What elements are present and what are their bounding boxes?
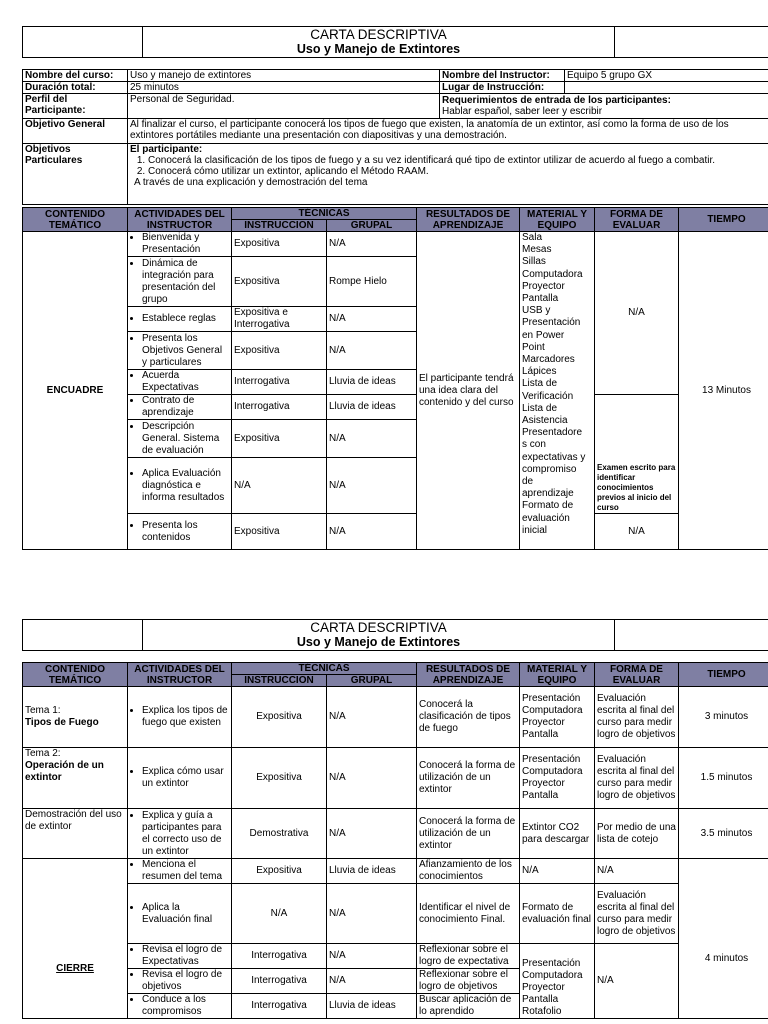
activity-item: • Explica cómo usar un extintor: [142, 766, 229, 790]
activity-item: • Presenta los Objetivos General y particulares: [142, 333, 229, 369]
page2-header: [22, 619, 768, 651]
material-line: Computadora: [522, 268, 583, 280]
instruction-cell: Interrogativa: [232, 944, 327, 969]
material-line: Lápices: [522, 366, 557, 378]
col-instruccion: INSTRUCCION: [232, 220, 327, 232]
encuadre-topic: ENCUADRE: [23, 232, 128, 550]
col-contenido: CONTENIDO TEMÁTICO: [23, 663, 128, 687]
instruction-cell: Expositiva: [232, 257, 327, 307]
activity-item: • Aplica Evaluación diagnóstica e informa resultados: [142, 468, 229, 504]
doc-title: CARTA DESCRIPTIVA: [310, 27, 447, 42]
material-line: Lista de: [522, 378, 558, 390]
result-cell: Reflexionar sobre el logro de expectativa: [417, 944, 520, 969]
activity-cell: [128, 395, 232, 420]
header-right-cell: [615, 27, 768, 58]
col-tecnicas: TÉCNICAS: [232, 663, 417, 675]
table-row: [23, 884, 768, 944]
material-line: Proyector: [522, 280, 565, 292]
cierre-time: 4 minutos: [679, 859, 768, 1019]
col-grupal: GRUPAL: [327, 220, 417, 232]
encuadre-eval-1: N/A: [595, 232, 679, 395]
material-line: s con: [522, 439, 546, 451]
group-cell: Lluvia de ideas: [327, 370, 417, 395]
instruction-cell: Expositiva e Interrogativa: [232, 307, 327, 332]
col-actividades: ACTIVIDADES DEL INSTRUCTOR: [128, 208, 232, 232]
encuadre-time: 13 Minutos: [679, 232, 768, 550]
activity-cell: [128, 809, 232, 859]
particular-objective-item: 1. Conocerá la clasificación de los tipos de fuego y a su vez identificará qué tipo de extintor utilizar de acuerdo al fuego a combatir.: [148, 155, 768, 166]
requirements-value: Hablar español, saber leer y escribir: [442, 106, 603, 117]
instruction-cell: N/A: [232, 458, 327, 514]
activity-cell: [128, 687, 232, 748]
activity-cell: [128, 332, 232, 370]
instruction-cell: N/A: [232, 884, 327, 944]
material-line: Formato de: [522, 500, 574, 512]
duration-label: Duración total:: [23, 82, 128, 94]
eval-cell: Por medio de una lista de cotejo: [595, 809, 679, 859]
activity-item: • Revisa el logro de Expectativas: [142, 944, 229, 968]
col-resultados: RESULTADOS DE APRENDIZAJE: [417, 208, 520, 232]
activity-item: • Explica y guía a participantes para el correcto uso de un extintor: [142, 810, 229, 858]
instruction-cell: Expositiva: [232, 687, 327, 748]
result-cell: Buscar aplicación de lo aprendido: [417, 994, 520, 1019]
material-line: Sillas: [522, 256, 546, 268]
table-row: [23, 687, 768, 748]
col-actividades: ACTIVIDADES DEL INSTRUCTOR: [128, 663, 232, 687]
instruction-cell: Interrogativa: [232, 994, 327, 1019]
material-line: Verificación: [522, 390, 574, 402]
activity-item: • Acuerda Expectativas: [142, 370, 229, 394]
header-right-cell: [615, 620, 768, 651]
instructor-label: Nombre del Instructor:: [440, 70, 565, 82]
content-table: [22, 662, 768, 1019]
activity-cell: [128, 994, 232, 1019]
activity-item: • Dinámica de integración para presentación del grupo: [142, 258, 229, 306]
instruction-cell: Interrogativa: [232, 395, 327, 420]
activity-item: • Menciona el resumen del tema: [142, 859, 229, 883]
cierre-eval: N/A: [595, 944, 679, 1019]
material-line: Marcadores: [522, 354, 575, 366]
activity-cell: [128, 307, 232, 332]
activity-item: • Establece reglas: [142, 313, 229, 325]
demo-topic: Demostración del uso de extintor: [23, 809, 128, 859]
col-tiempo: TIEMPO: [679, 208, 768, 232]
doc-subtitle: Uso y Manejo de Extintores: [296, 635, 461, 649]
table-row: [23, 232, 768, 257]
group-cell: N/A: [327, 809, 417, 859]
topic-2-name: Operación de un extintor: [25, 760, 104, 783]
course-info-table: [22, 69, 768, 205]
material-line: USB y: [522, 305, 551, 317]
material-line: en Power: [522, 329, 565, 341]
place-label: Lugar de Instrucción:: [440, 82, 565, 94]
group-cell: N/A: [327, 884, 417, 944]
encuadre-material: [520, 232, 595, 550]
particular-objective-item: 2. Conocerá cómo utilizar un extintor, aplicando el Método RAAM.: [148, 166, 768, 177]
general-objective-value: Al finalizar el curso, el participante conocerá los tipos de fuego que existen, la anatomía de un extintor, así como la forma de uso de los extintores portátiles mediante una presentación con diapositivas y una demostración.: [128, 119, 768, 144]
topic-1-label: Tema 1:: [25, 705, 61, 716]
group-cell: N/A: [327, 458, 417, 514]
activity-item: • Revisa el logro de objetivos: [142, 969, 229, 993]
material-cell: N/A: [520, 859, 595, 884]
activity-cell: [128, 420, 232, 458]
group-cell: N/A: [327, 307, 417, 332]
activity-item: • Bienvenida y Presentación: [142, 232, 229, 256]
duration-value: 25 minutos: [128, 82, 440, 94]
instruction-cell: Expositiva: [232, 859, 327, 884]
col-tiempo: TIEMPO: [679, 663, 768, 687]
group-cell: N/A: [327, 514, 417, 550]
material-cell: Formato de evaluación final: [520, 884, 595, 944]
table-row: [23, 809, 768, 859]
group-cell: N/A: [327, 944, 417, 969]
cierre-material: Presentación Computadora Proyector Pantalla Rotafolio: [520, 944, 595, 1019]
instruction-cell: Expositiva: [232, 332, 327, 370]
table-row: [23, 944, 768, 969]
course-name-label: Nombre del curso:: [23, 70, 128, 82]
col-instruccion: INSTRUCCION: [232, 675, 327, 687]
activity-cell: [128, 944, 232, 969]
eval-cell: Evaluación escrita al final del curso para medir logro de objetivos: [595, 884, 679, 944]
particular-objectives-intro: El participante:: [130, 144, 203, 155]
group-cell: N/A: [327, 969, 417, 994]
activity-item: • Conduce a los compromisos: [142, 994, 229, 1018]
profile-label: Perfil del Participante:: [23, 94, 128, 119]
activity-item: • Presenta los contenidos: [142, 520, 229, 544]
cierre-topic: [23, 859, 128, 1019]
particular-objectives-list: [130, 155, 768, 177]
activity-cell: [128, 257, 232, 307]
encuadre-table: [22, 207, 768, 550]
page1-header: [22, 26, 768, 58]
material-cell: Presentación Computadora Proyector Pantalla: [520, 748, 595, 809]
course-name-value: Uso y manejo de extintores: [128, 70, 440, 82]
encuadre-eval-3: N/A: [595, 514, 679, 550]
activity-item: • Explica los tipos de fuego que existen: [142, 705, 229, 729]
group-cell: N/A: [327, 332, 417, 370]
instruction-cell: Expositiva: [232, 232, 327, 257]
instructor-value: Equipo 5 grupo GX: [565, 70, 768, 82]
doc-subtitle: Uso y Manejo de Extintores: [296, 42, 461, 56]
time-cell: 3.5 minutos: [679, 809, 768, 859]
material-line: inicial: [522, 524, 548, 536]
material-line: evaluación: [522, 512, 570, 524]
activity-cell: [128, 859, 232, 884]
profile-value: Personal de Seguridad.: [128, 94, 440, 119]
activity-item: • Descripción General. Sistema de evaluación: [142, 421, 229, 457]
cierre-label: CIERRE: [56, 962, 94, 974]
col-material: MATERIAL Y EQUIPO: [520, 663, 595, 687]
topic-2-label: Tema 2:: [25, 748, 61, 759]
instruction-cell: Interrogativa: [232, 370, 327, 395]
header-left-cell: [23, 27, 143, 58]
col-contenido: CONTENIDO TEMÁTICO: [23, 208, 128, 232]
activity-cell: [128, 884, 232, 944]
topic-1-cell: [23, 687, 128, 748]
general-objective-label: Objetivo General: [23, 119, 128, 144]
group-cell: N/A: [327, 748, 417, 809]
col-material: MATERIAL Y EQUIPO: [520, 208, 595, 232]
activity-cell: [128, 370, 232, 395]
time-cell: 1.5 minutos: [679, 748, 768, 809]
requirements-label: Requerimientos de entrada de los participantes:: [442, 95, 671, 106]
page-title: [143, 620, 615, 651]
group-cell: Lluvia de ideas: [327, 994, 417, 1019]
table-row: [23, 748, 768, 809]
table-row: [23, 395, 768, 420]
encuadre-result: El participante tendrá una idea clara del contenido y del curso: [417, 232, 520, 550]
col-forma: FORMA DE EVALUAR: [595, 663, 679, 687]
col-tecnicas: TÉCNICAS: [232, 208, 417, 220]
material-line: aprendizaje: [522, 488, 574, 500]
col-forma: FORMA DE EVALUAR: [595, 208, 679, 232]
instruction-cell: Expositiva: [232, 748, 327, 809]
instruction-cell: Expositiva: [232, 420, 327, 458]
particular-objective-method: A través de una explicación y demostración del tema: [134, 177, 368, 188]
result-cell: Reflexionar sobre el logro de objetivos: [417, 969, 520, 994]
activity-item: • Aplica la Evaluación final: [142, 902, 229, 926]
instruction-cell: Expositiva: [232, 514, 327, 550]
material-line: Asistencia: [522, 415, 568, 427]
table-row: [23, 514, 768, 550]
group-cell: N/A: [327, 687, 417, 748]
particular-objectives-label: Objetivos Particulares: [23, 144, 128, 205]
activity-cell: [128, 232, 232, 257]
time-cell: 3 minutos: [679, 687, 768, 748]
result-cell: Identificar el nivel de conocimiento Final.: [417, 884, 520, 944]
activity-item: • Contrato de aprendizaje: [142, 395, 229, 419]
encuadre-eval-2: Examen escrito para identificar conocimientos previos al inicio del curso: [595, 395, 679, 514]
header-left-cell: [23, 620, 143, 651]
requirements-cell: [440, 94, 768, 119]
material-line: de: [522, 476, 534, 488]
activity-cell: [128, 514, 232, 550]
activity-cell: [128, 748, 232, 809]
material-line: Sala: [522, 232, 543, 243]
page-title: [143, 27, 615, 58]
material-cell: Presentación Computadora Proyector Pantalla: [520, 687, 595, 748]
place-value: [565, 82, 768, 94]
result-cell: Conocerá la forma de utilización de un extintor: [417, 809, 520, 859]
group-cell: Rompe Hielo: [327, 257, 417, 307]
instruction-cell: Interrogativa: [232, 969, 327, 994]
activity-cell: [128, 969, 232, 994]
table-row: [23, 859, 768, 884]
group-cell: N/A: [327, 420, 417, 458]
col-resultados: RESULTADOS DE APRENDIZAJE: [417, 663, 520, 687]
col-grupal: GRUPAL: [327, 675, 417, 687]
material-line: compromiso: [522, 463, 577, 475]
material-line: expectativas y: [522, 451, 586, 463]
material-line: Mesas: [522, 244, 552, 256]
group-cell: Lluvia de ideas: [327, 859, 417, 884]
eval-cell: N/A: [595, 859, 679, 884]
group-cell: Lluvia de ideas: [327, 395, 417, 420]
material-line: Presentadore: [522, 427, 583, 439]
material-line: Pantalla: [522, 293, 559, 305]
eval-cell: Evaluación escrita al final del curso para medir logro de objetivos: [595, 748, 679, 809]
activity-cell: [128, 458, 232, 514]
material-line: Lista de: [522, 402, 558, 414]
eval-cell: Evaluación escrita al final del curso para medir logro de objetivos: [595, 687, 679, 748]
instruction-cell: Demostrativa: [232, 809, 327, 859]
group-cell: N/A: [327, 232, 417, 257]
topic-1-name: Tipos de Fuego: [25, 717, 99, 728]
material-line: Point: [522, 341, 545, 353]
material-cell: Extintor CO2 para descargar: [520, 809, 595, 859]
particular-objectives-cell: [128, 144, 768, 205]
material-line: Presentación: [522, 317, 581, 329]
result-cell: Conocerá la forma de utilización de un extintor: [417, 748, 520, 809]
result-cell: Conocerá la clasificación de tipos de fuego: [417, 687, 520, 748]
topic-2-cell: [23, 748, 128, 809]
doc-title: CARTA DESCRIPTIVA: [310, 620, 447, 635]
result-cell: Afianzamiento de los conocimientos: [417, 859, 520, 884]
